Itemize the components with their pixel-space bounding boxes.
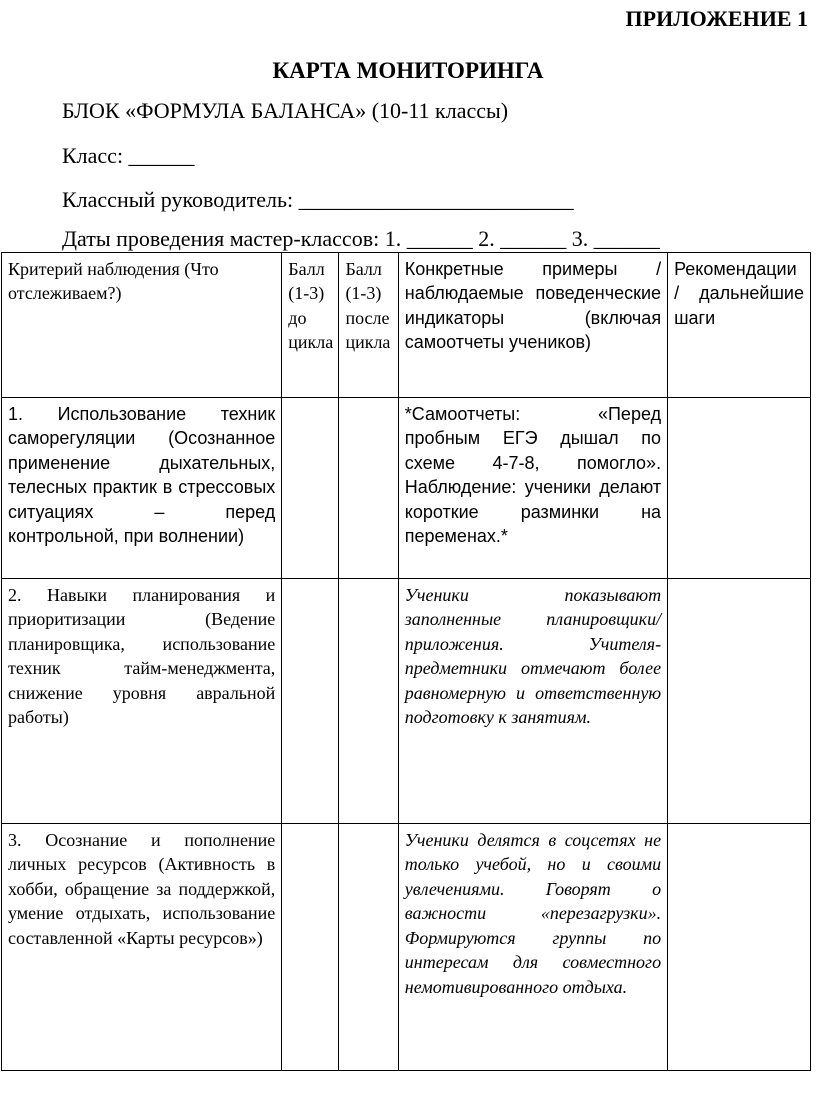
score-after-cell	[339, 579, 398, 824]
examples-cell: Ученики показывают заполненные планировщики/приложения. Учителя-предметники отмечают более равномерную и ответственную подготовку к занятиям.	[398, 579, 667, 824]
column-header-score-before: Балл (1-3) до цикла	[282, 253, 339, 398]
recommendations-cell	[668, 824, 811, 1071]
criterion-cell: 2. Навыки планирования и приоритизации (Ведение планировщика, использование техник тайм-менеджмента, снижение уровня авральной работы)	[2, 579, 282, 824]
score-before-cell	[282, 824, 339, 1071]
recommendations-cell	[668, 398, 811, 579]
dates-field: Даты проведения мастер-классов: 1. ______ 2. ______ 3. ______	[62, 226, 660, 251]
table-header-row	[2, 253, 811, 398]
score-before-cell	[282, 398, 339, 579]
teacher-field: Классный руководитель: _________________________	[62, 187, 574, 212]
column-header-score-after: Балл (1-3) после цикла	[339, 253, 398, 398]
page-title: КАРТА МОНИТОРИНГА	[272, 58, 544, 83]
score-after-cell	[339, 824, 398, 1071]
score-after-cell	[339, 398, 398, 579]
column-header-examples: Конкретные примеры / наблюдаемые поведенческие индикаторы (включая самоотчеты учеников)	[398, 253, 667, 398]
table-row	[2, 824, 811, 1071]
block-title: БЛОК «ФОРМУЛА БАЛАНСА» (10-11 классы)	[62, 98, 509, 123]
table-row	[2, 579, 811, 824]
examples-cell: *Самоотчеты: «Перед пробным ЕГЭ дышал по схеме 4-7-8, помогло». Наблюдение: ученики делают короткие разминки на переменах.*	[398, 398, 667, 579]
recommendations-cell	[668, 579, 811, 824]
appendix-label: ПРИЛОЖЕНИЕ 1	[625, 6, 808, 31]
column-header-recommendations: Рекомендации / дальнейшие шаги	[668, 253, 811, 398]
column-header-criterion: Критерий наблюдения (Что отслеживаем?)	[2, 253, 282, 398]
class-field: Класс: ______	[62, 143, 195, 168]
score-before-cell	[282, 579, 339, 824]
criterion-cell: 3. Осознание и пополнение личных ресурсов (Активность в хобби, обращение за поддержкой, умение отдыхать, использование составленной «Карты ресурсов»)	[2, 824, 282, 1071]
monitoring-table	[1, 252, 811, 1071]
examples-cell: Ученики делятся в соцсетях не только учебой, но и своими увлечениями. Говорят о важности «перезагрузки». Формируются группы по интересам для совместного немотивированного отдыха.	[398, 824, 667, 1071]
criterion-cell: 1. Использование техник саморегуляции (Осознанное применение дыхательных, телесных практик в стрессовых ситуациях – перед контрольной, при волнении)	[2, 398, 282, 579]
table-row	[2, 398, 811, 579]
